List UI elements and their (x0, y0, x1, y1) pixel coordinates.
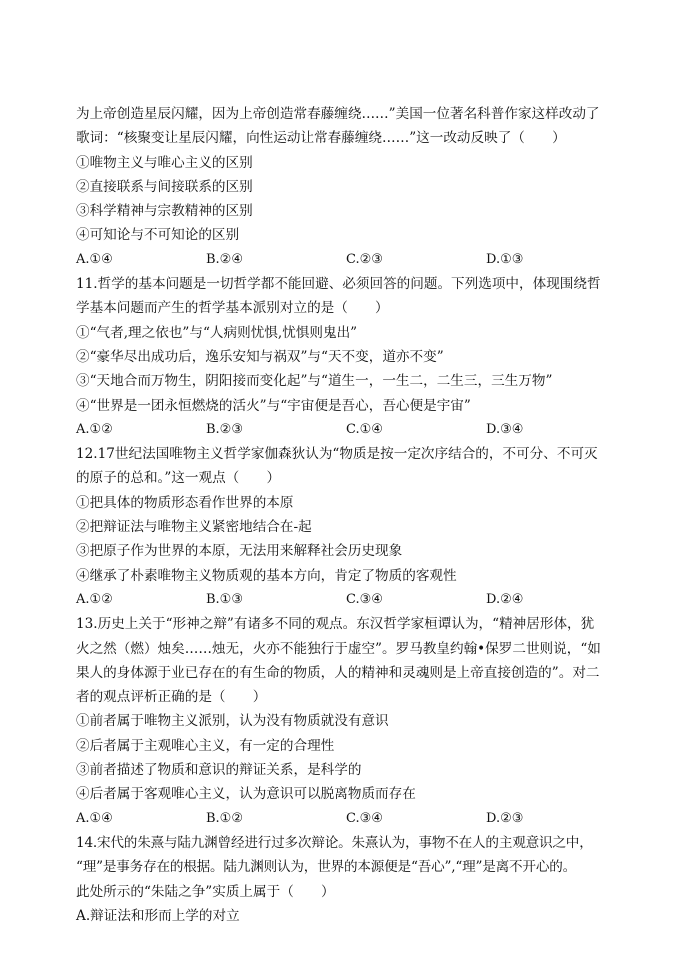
q12-choice-b: B.①③ (206, 591, 243, 607)
q13-choice-a: A.①④ (76, 810, 113, 826)
q10-choice-c: C.②③ (346, 251, 383, 267)
q10-choice-a: A.①④ (76, 251, 113, 267)
document-page (76, 102, 636, 928)
q13-choices (76, 807, 636, 831)
q11-choice-a: A.①② (76, 421, 113, 437)
q13-stem-line-3: 果人的身体源于业已存在的有生命的物质，人的精神和灵魂则是上帝直接创造的”。对二 (76, 664, 600, 681)
q12-option-2: ②把辩证法与唯物主义紧密地结合在-起 (76, 519, 312, 536)
q11-stem-line-1: 11.哲学的基本问题是一切哲学都不能回避、必须回答的问题。下列选项中，体现围绕哲 (76, 276, 601, 293)
q11-option-3: ③“天地合而万物生，阴阳接而变化起”与“道生一，一生二，二生三，三生万物” (76, 373, 553, 390)
q13-choice-c: C.③④ (346, 810, 383, 826)
q13-stem-line-1: 13.历史上关于“形神之辩”有诸多不同的观点。东汉哲学家桓谭认为，“精神居形体，犹 (76, 616, 595, 633)
q11-choice-d: D.③④ (486, 421, 524, 437)
q13-stem-line-4: 者的观点评析正确的是（ ） (76, 689, 267, 706)
q12-stem-line-2: 的原子的总和。”这一观点（ ） (76, 470, 281, 487)
q11-stem-line-2: 学基本问题而产生的哲学基本派别对立的是（ ） (76, 300, 389, 317)
q10-choices (76, 248, 636, 272)
q12-option-3: ③把原子作为世界的本原，无法用来解释社会历史现象 (76, 543, 403, 560)
q14-stem-line-2: “理”是事务存在的根据。陆九渊则认为，世界的本源便是“吾心”,“理”是离不开心的。 (76, 859, 577, 876)
q14-stem-line-1: 14.宋代的朱熹与陆九渊曾经进行过多次辩论。朱熹认为，事物不在人的主观意识之中， (76, 834, 593, 851)
q14-choice-a: A.辩证法和形而上学的对立 (76, 907, 240, 924)
q11-choices (76, 418, 636, 442)
q13-option-2: ②后者属于主观唯心主义，有一定的合理性 (76, 737, 335, 754)
q12-choice-d: D.②④ (486, 591, 524, 607)
q14-stem-line-3: 此处所示的“朱陆之争”实质上属于（ ） (76, 883, 335, 900)
q13-stem-line-2: 火之然（燃）烛矣……烛无，火亦不能独行于虚空”。罗马教皇约翰•保罗二世则说，“如 (76, 640, 601, 657)
q12-choice-c: C.③④ (346, 591, 383, 607)
q12-choices (76, 588, 636, 612)
q13-choice-d: D.②③ (486, 810, 524, 826)
q11-choice-b: B.②③ (206, 421, 243, 437)
q11-option-4: ④“世界是一团永恒燃烧的活火”与“宇宙便是吾心，吾心便是宇宙” (76, 397, 471, 414)
q13-option-4: ④后者属于客观唯心主义，认为意识可以脱离物质而存在 (76, 786, 416, 803)
q13-option-1: ①前者属于唯物主义派别，认为没有物质就没有意识 (76, 713, 389, 730)
q10-choice-b: B.②④ (206, 251, 243, 267)
q10-stem-line-2: 歌词：“核聚变让星辰闪耀，向性运动让常春藤缠绕……”这一改动反映了（ ） (76, 130, 566, 147)
q10-option-4: ④可知论与不可知论的区别 (76, 227, 240, 244)
q12-stem-line-1: 12.17世纪法国唯物主义哲学家伽森狄认为“物质是按一定次序结合的，不可分、不可灭 (76, 446, 598, 463)
q11-choice-c: C.①④ (346, 421, 383, 437)
q10-option-2: ②直接联系与间接联系的区别 (76, 178, 253, 195)
q10-option-1: ①唯物主义与唯心主义的区别 (76, 154, 253, 171)
q10-choice-d: D.①③ (486, 251, 524, 267)
q11-option-1: ①“气者,理之依也”与“人病则忧惧,忧惧则鬼出” (76, 324, 358, 341)
q13-choice-b: B.①② (206, 810, 243, 826)
q12-choice-a: A.①② (76, 591, 113, 607)
q13-option-3: ③前者描述了物质和意识的辩证关系，是科学的 (76, 762, 362, 779)
q12-option-1: ①把具体的物质形态看作世界的本原 (76, 494, 294, 511)
q11-option-2: ②“豪华尽出成功后，逸乐安知与祸双”与“天不变，道亦不变” (76, 348, 444, 365)
q10-stem-line-1: 为上帝创造星辰闪耀，因为上帝创造常春藤缠绕……”美国一位著名科普作家这样改动了 (76, 106, 600, 122)
q10-option-3: ③科学精神与宗教精神的区别 (76, 203, 253, 220)
q12-option-4: ④继承了朴素唯物主义物质观的基本方向，肯定了物质的客观性 (76, 567, 457, 584)
